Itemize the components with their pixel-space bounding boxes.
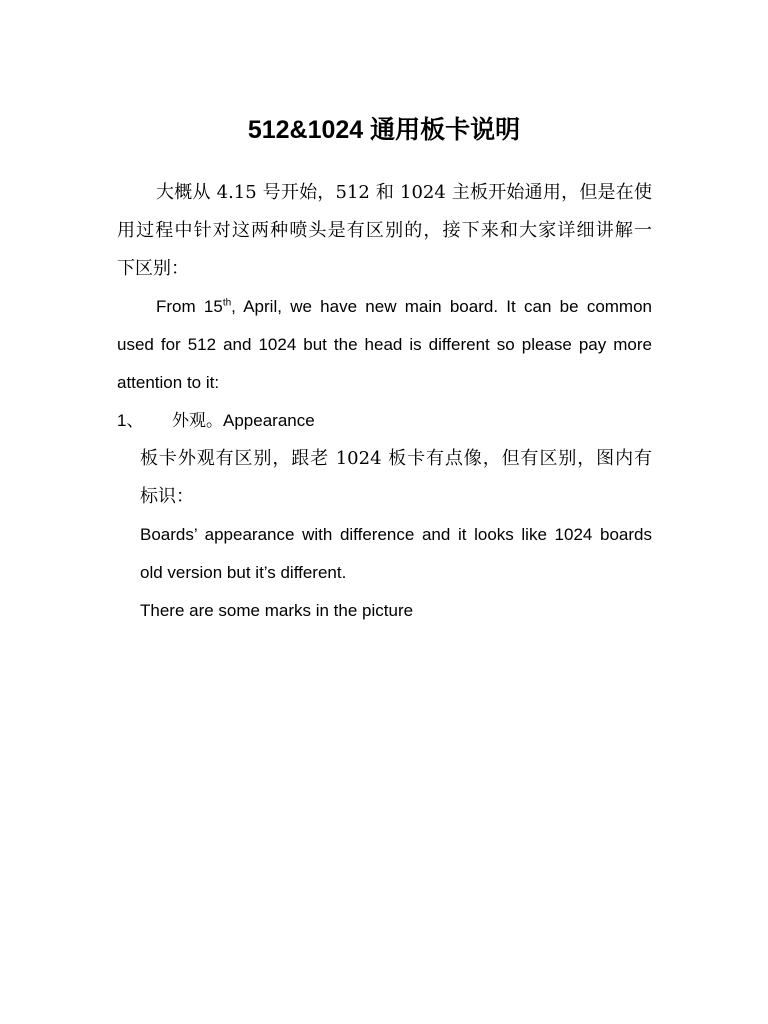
intro-en-prefix: From 15	[156, 297, 223, 316]
intro-zh-line-3: 下区别：	[117, 258, 189, 279]
section-1-en-line-1: Boards’ appearance with difference and it looks like 1024 boards	[140, 525, 652, 544]
intro-en-superscript: th	[222, 297, 232, 309]
section-1-number: 1、	[117, 411, 144, 430]
section-1-zh-line-1: 板卡外观有区别，跟老 1024 板卡有点像，但有区别，图内有	[140, 448, 652, 469]
section-1-en-line-2: old version but it’s different.	[140, 563, 347, 582]
document-title: 512&1024 通用板卡说明	[247, 116, 521, 144]
section-1-heading: 外观。Appearance	[172, 411, 315, 430]
intro-zh-line-1: 大概从 4.15 号开始，512 和 1024 主板开始通用，但是在使	[156, 182, 652, 203]
intro-en-line-1	[156, 295, 652, 319]
section-1-en-line-3: There are some marks in the picture	[140, 601, 414, 620]
intro-en-line-3: attention to it:	[117, 373, 220, 392]
section-1-zh-line-2: 标识：	[140, 486, 194, 507]
intro-en-suffix: , April, we have new main board. It can be common	[231, 297, 652, 316]
intro-en-line-2: used for 512 and 1024 but the head is different so please pay more	[117, 335, 652, 354]
intro-zh-line-2: 用过程中针对这两种喷头是有区别的，接下来和大家详细讲解一	[117, 220, 652, 241]
